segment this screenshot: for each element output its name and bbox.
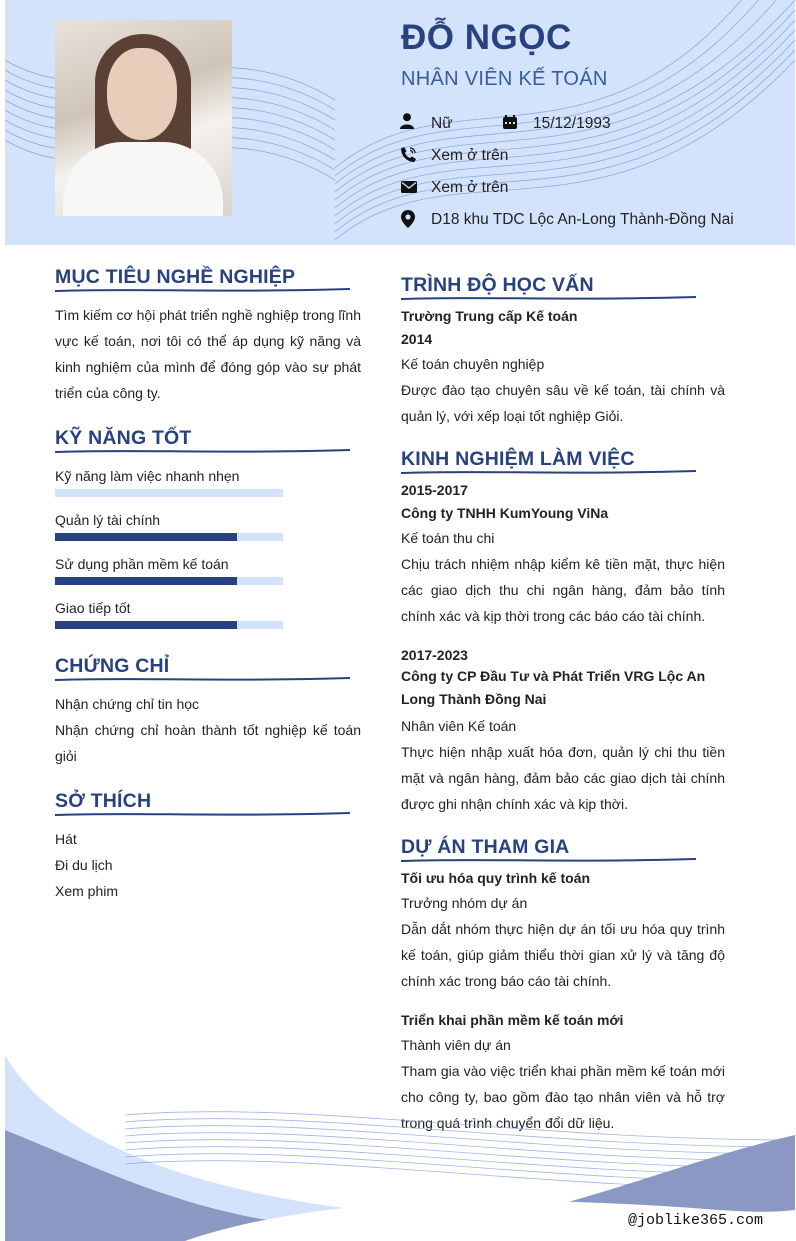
phone-icon bbox=[400, 146, 417, 163]
education-desc: Được đào tạo chuyên sâu về kế toán, tài chính và quản lý, với xếp loại tốt nghiệp Giỏi. bbox=[401, 382, 725, 424]
experience-desc: Thực hiện nhập xuất hóa đơn, quản lý chi thu tiền mặt và ngân hàng, đảm bảo các giao dịch tài chính được ghi nhận chính xác và kịp thời. bbox=[401, 744, 725, 812]
address-value: D18 khu TDC Lộc An-Long Thành-Đồng Nai bbox=[431, 211, 734, 228]
skill-bar bbox=[55, 533, 283, 541]
skill-label: Sử dụng phần mềm kế toán bbox=[55, 556, 229, 572]
footer-wave bbox=[5, 1040, 795, 1241]
project-desc: Tham gia vào việc triển khai phần mềm kế toán mới cho công ty, bao gồm đào tạo nhân viên và hỗ trợ trong quá trình chuyển đổi dữ liệu. bbox=[401, 1063, 725, 1131]
education-major: Kế toán chuyên nghiệp bbox=[401, 356, 545, 372]
skill-bar-fill bbox=[55, 577, 237, 585]
skill-bar bbox=[55, 577, 283, 585]
project-role: Thành viên dự án bbox=[401, 1037, 511, 1053]
skill-label: Giao tiếp tốt bbox=[55, 600, 131, 616]
header-banner bbox=[5, 0, 795, 245]
section-underline bbox=[55, 675, 355, 683]
section-underline bbox=[55, 286, 355, 294]
candidate-name: ĐỖ NGỌC bbox=[401, 18, 572, 57]
section-underline bbox=[55, 447, 355, 455]
section-underline bbox=[55, 810, 355, 818]
resume-page bbox=[5, 0, 795, 1241]
education-school: Trường Trung cấp Kế toán bbox=[401, 308, 578, 324]
experience-role: Kế toán thu chi bbox=[401, 530, 495, 546]
skill-label: Kỹ năng làm việc nhanh nhẹn bbox=[55, 468, 240, 484]
certificates-title: CHỨNG CHỈ bbox=[55, 655, 170, 677]
project-name: Tối ưu hóa quy trình kế toán bbox=[401, 870, 591, 886]
envelope-icon bbox=[401, 181, 417, 193]
project-desc: Dẫn dắt nhóm thực hiện dự án tối ưu hóa quy trình kế toán, giúp giảm thiểu thời gian xử lý và tăng độ chính xác trong báo cáo tài chính. bbox=[401, 921, 725, 989]
certificate-item: Nhận chứng chỉ tin học bbox=[55, 696, 200, 712]
section-underline bbox=[401, 468, 701, 476]
experience-company: Công ty TNHH KumYoung ViNa bbox=[401, 505, 609, 521]
objective-title: MỤC TIÊU NGHỀ NGHIỆP bbox=[55, 266, 296, 288]
experience-role: Nhân viên Kế toán bbox=[401, 718, 517, 734]
objective-text: Tìm kiếm cơ hội phát triển nghề nghiệp trong lĩnh vực kế toán, nơi tôi có thể áp dụng kỹ năng và kinh nghiệm của mình để đóng góp vào sự phát triển của công ty. bbox=[55, 307, 361, 401]
skill-bar bbox=[55, 621, 283, 629]
job-title: NHÂN VIÊN KẾ TOÁN bbox=[401, 68, 608, 90]
phone-value: Xem ở trên bbox=[431, 147, 509, 164]
project-role: Trưởng nhóm dự án bbox=[401, 895, 528, 911]
skill-bar-fill bbox=[55, 621, 237, 629]
hobby-item: Hát bbox=[55, 831, 77, 847]
brand-watermark: @joblike365.com bbox=[628, 1212, 764, 1229]
certificate-item: Nhận chứng chỉ hoàn thành tốt nghiệp kế toán giỏi bbox=[55, 722, 361, 764]
experience-period: 2017-2023 bbox=[401, 647, 468, 663]
hobby-item: Xem phim bbox=[55, 883, 119, 899]
experience-title: KINH NGHIỆM LÀM VIỆC bbox=[401, 448, 635, 470]
calendar-icon bbox=[502, 114, 518, 130]
user-icon bbox=[400, 113, 414, 129]
profile-photo bbox=[55, 20, 232, 216]
skills-title: KỸ NĂNG TỐT bbox=[55, 427, 192, 449]
email-value: Xem ở trên bbox=[431, 179, 509, 196]
gender-value: Nữ bbox=[431, 115, 453, 132]
birthday-value: 15/12/1993 bbox=[533, 115, 611, 132]
skill-label: Quản lý tài chính bbox=[55, 512, 161, 528]
skill-bar-fill bbox=[55, 533, 237, 541]
experience-period: 2015-2017 bbox=[401, 482, 468, 498]
experience-desc: Chịu trách nhiệm nhập kiểm kê tiền mặt, thực hiện các giao dịch thu chi ngân hàng, đảm bảo tính chính xác và kịp thời trong các báo cáo tài chính. bbox=[401, 556, 725, 624]
hobbies-title: SỞ THÍCH bbox=[55, 790, 152, 812]
education-year: 2014 bbox=[401, 331, 433, 347]
skill-bar bbox=[55, 489, 283, 497]
projects-title: DỰ ÁN THAM GIA bbox=[401, 836, 570, 858]
section-underline bbox=[401, 294, 701, 302]
education-title: TRÌNH ĐỘ HỌC VẤN bbox=[401, 274, 594, 296]
experience-company: Công ty CP Đầu Tư và Phát Triển VRG Lộc An Long Thành Đồng Nai bbox=[401, 668, 706, 707]
location-pin-icon bbox=[401, 210, 415, 228]
hobby-item: Đi du lịch bbox=[55, 857, 113, 873]
project-name: Triển khai phần mềm kế toán mới bbox=[401, 1012, 624, 1028]
section-underline bbox=[401, 856, 701, 864]
